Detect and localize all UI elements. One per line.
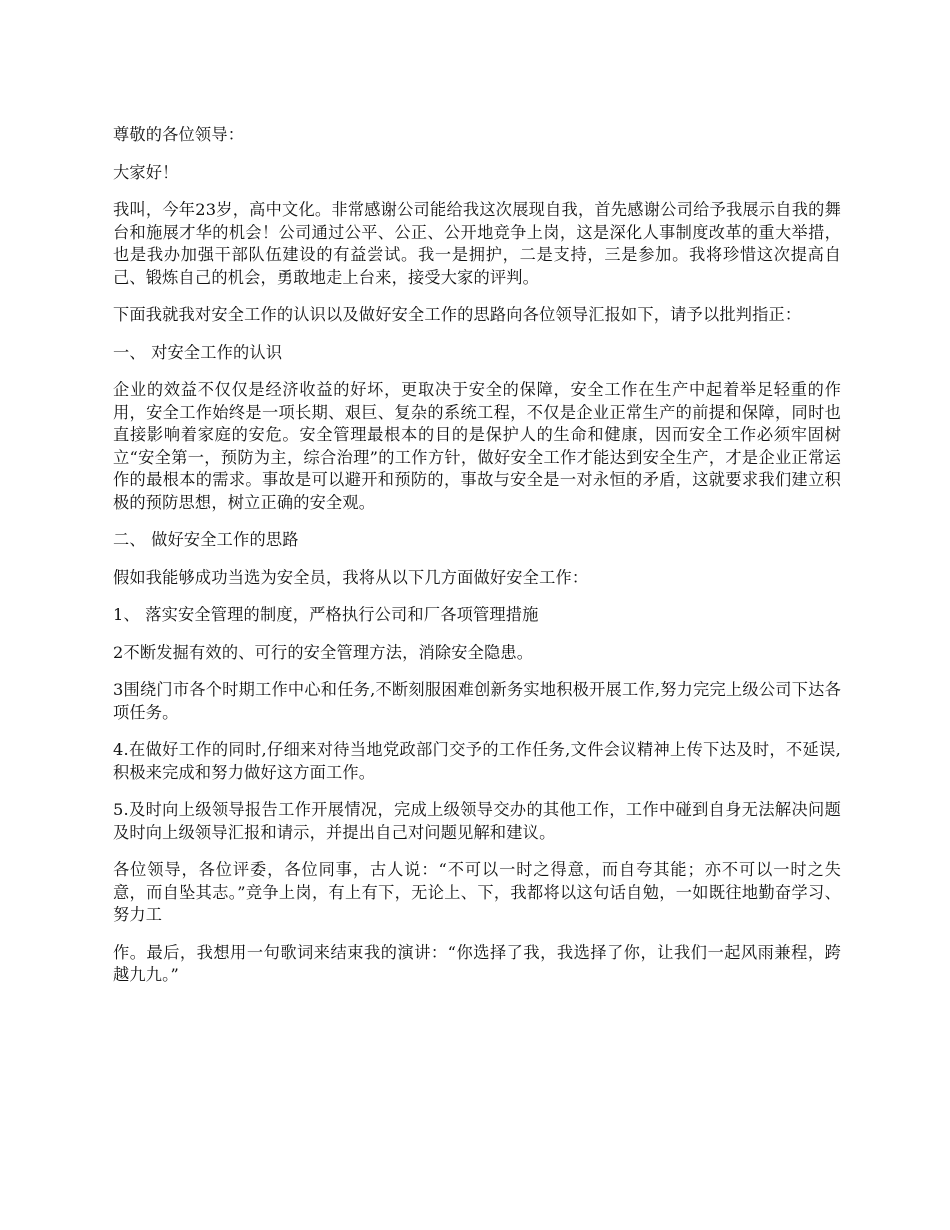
list-item-4: 4.在做好工作的同时,仔细来对待当地党政部门交予的工作任务,文件会议精神上传下达及时，不延误,积极来完成和努力做好这方面工作。 [113,740,841,782]
list-item-5: 5.及时向上级领导报告工作开展情况，完成上级领导交办的其他工作，工作中碰到自身无法解决问题及时向上级领导汇报和请示，并提出自己对问题见解和建议。 [113,800,841,842]
salutation: 尊敬的各位领导： [113,125,245,144]
list-item-1: 1、 落实安全管理的制度，严格执行公司和厂各项管理措施 [113,605,539,624]
paragraph-closing: 各位领导，各位评委，各位同事，古人说：“不可以一时之得意，而自夸其能；亦不可以一时之失意，而自坠其志。”竞争上岗，有上有下，无论上、下，我都将以这句话自勉，一如既往地勤奋学习、努力工 [113,860,841,924]
list-item-3: 3围绕门市各个时期工作中心和任务,不断刻服困难创新务实地积极开展工作,努力完完上级公司下达各项任务。 [113,680,841,722]
section-heading-2: 二、 做好安全工作的思路 [113,530,299,549]
paragraph-overview: 下面我就我对安全工作的认识以及做好安全工作的思路向各位领导汇报如下，请予以批判指正： [113,305,802,324]
paragraph-safety-understanding: 企业的效益不仅仅是经济收益的好坏，更取决于安全的保障，安全工作在生产中起着举足轻重的作用，安全工作始终是一项长期、艰巨、复杂的系统工程，不仅是企业正常生产的前提和保障，同时也直接影响着家庭的安危。安全管理最根本的目的是保护人的生命和健康，因而安全工作必须牢固树立“安全第一，预防为主，综合治理”的工作方针，做好安全工作才能达到安全生产，才是企业正常运作的最根本的需求。事故是可以避开和预防的，事故与安全是一对永恒的矛盾，这就要求我们建立积极的预防思想，树立正确的安全观。 [113,380,841,512]
document-body [113,124,841,1002]
section-heading-1: 一、 对安全工作的认识 [113,342,283,362]
paragraph-introduction: 我叫，今年23岁，高中文化。非常感谢公司能给我这次展现自我，首先感谢公司给予我展示自我的舞台和施展才华的机会！公司通过公平、公正、公开地竞争上岗，这是深化人事制度改革的重大举措，也是我办加强干部队伍建设的有益尝试。我一是拥护，二是支持，三是参加。我将珍惜这次提高自己、锻炼自己的机会，勇敢地走上台来，接受大家的评判。 [113,200,841,287]
paragraph-final: 作。最后，我想用一句歌词来结束我的演讲：“你选择了我，我选择了你，让我们一起风雨兼程，跨越九九。” [113,942,841,984]
paragraph-plan-intro: 假如我能够成功当选为安全员，我将从以下几方面做好安全工作： [113,567,589,587]
greeting: 大家好！ [113,162,179,182]
list-item-2: 2不断发掘有效的、可行的安全管理方法，消除安全隐患。 [113,642,534,662]
